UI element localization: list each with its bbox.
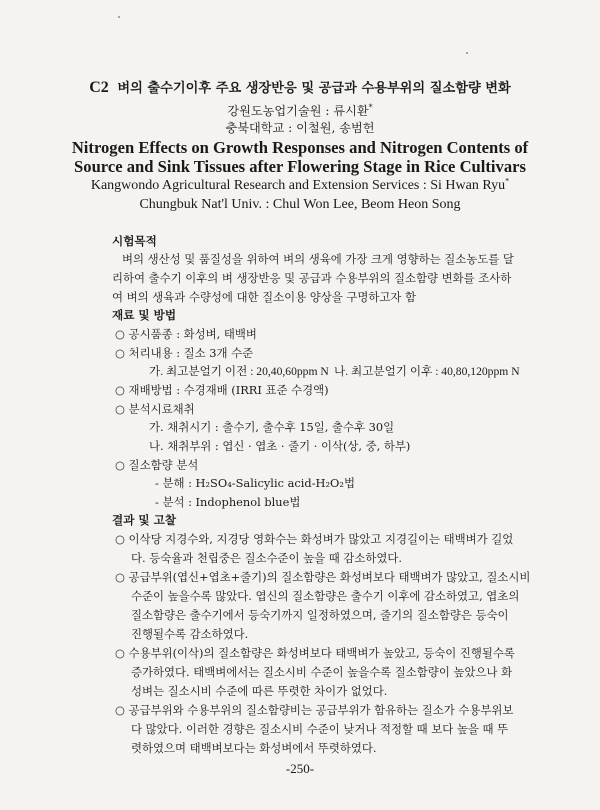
corresponding-mark: * xyxy=(505,176,510,186)
result-line: 증가하였다. 태백벼에서는 질소시비 수준이 높을수록 질소함량이 높았으나 화 xyxy=(131,665,513,679)
method-subitem: - 분석 : Indophenol blue법 xyxy=(155,495,301,509)
result-line: 다. 등숙율과 천립중은 질소수준이 높을 때 감소하였다. xyxy=(131,551,403,565)
affiliation-english-2: Chungbuk Nat'l Univ. : Chul Won Lee, Beom Heon Song xyxy=(139,197,461,212)
result-line: ○ 수용부위(이삭)의 질소함량은 화성벼보다 태백벼가 높았고, 등숙이 진행될수록 xyxy=(115,646,515,660)
purpose-line: 벼의 생산성 및 품질성을 위하여 벼의 생육에 가장 크게 영향하는 질소농도를 달 xyxy=(122,252,514,266)
result-line: 질소함량은 출수기에서 등숙기까지 일정하였으며, 줄기의 질소함량은 등숙이 xyxy=(131,608,509,622)
method-subitem: 가. 채취시기 : 출수기, 출수후 15일, 출수후 30일 xyxy=(149,420,395,434)
method-item: ○ 처리내용 : 질소 3개 수준 xyxy=(115,346,254,360)
section-heading-purpose: 시험목적 xyxy=(112,234,157,248)
method-item: ○ 분석시료채취 xyxy=(115,402,195,416)
scan-speck xyxy=(466,52,468,54)
method-subitem: - 분해 : H₂SO₄-Salicylic acid-H₂O₂법 xyxy=(155,476,355,490)
result-line: ○ 이삭당 지경수와, 지경당 영화수는 화성벼가 많았고 지경길이는 태백벼가 길었 xyxy=(115,532,514,546)
title-english-line-1: Nitrogen Effects on Growth Responses and Nitrogen Contents of xyxy=(71,138,529,157)
result-line: 다 많았다. 이러한 경향은 질소시비 수준이 낮거나 적정할 때 보다 높을 때 뚜 xyxy=(131,722,509,736)
result-line: 성벼는 질소시비 수준에 따른 뚜렷한 차이가 없었다. xyxy=(131,684,388,698)
method-item: ○ 질소함량 분석 xyxy=(115,458,199,472)
page-number: -250- xyxy=(285,761,315,776)
scan-speck xyxy=(118,16,120,18)
affiliation-korean-1 xyxy=(0,102,600,119)
result-line: 수준이 높을수록 많았다. 엽신의 질소함량은 출수기 이후에 감소하였고, 엽초의 xyxy=(131,589,520,603)
title-korean-text: 벼의 출수기이후 주요 생장반응 및 공급과 수용부위의 질소함량 변화 xyxy=(117,81,511,96)
corresponding-mark: * xyxy=(368,102,373,112)
section-heading-results: 결과 및 고찰 xyxy=(112,513,177,527)
affiliation-english-1-text: Kangwondo Agricultural Research and Extension Services : Si Hwan Ryu xyxy=(90,178,506,193)
affiliation-korean-2: 충북대학교 : 이철원, 송범헌 xyxy=(225,121,375,135)
purpose-line: 여 벼의 생육과 수량성에 대한 질소이용 양상을 구명하고자 함 xyxy=(112,290,417,304)
title-korean xyxy=(0,77,600,97)
purpose-line: 리하여 출수기 이후의 벼 생장반응 및 공급과 수용부위의 질소함량 변화를 조사하 xyxy=(112,271,512,285)
method-subitem: 나. 최고분얼기 이후 : 40,80,120ppm N xyxy=(334,365,520,378)
section-heading-methods: 재료 및 방법 xyxy=(112,308,177,322)
method-item: ○ 재배방법 : 수경재배 (IRRI 표준 수경액) xyxy=(115,383,329,397)
affiliation-english-1 xyxy=(0,178,600,194)
result-line: ○ 공급부위와 수용부위의 질소함량비는 공급부위가 함유하는 질소가 수용부위보 xyxy=(115,703,514,717)
affiliation-korean-1-text: 강원도농업기술원 : 류시환 xyxy=(227,104,369,118)
method-subitem: 나. 채취부위 : 엽신 · 엽초 · 줄기 · 이삭(상, 중, 하부) xyxy=(149,439,411,453)
method-item: ○ 공시품종 : 화성벼, 태백벼 xyxy=(115,327,257,341)
result-line: 렷하였으며 태백벼보다는 화성벼에서 뚜렷하였다. xyxy=(131,741,377,755)
result-line: 진행될수록 감소하였다. xyxy=(131,627,249,641)
title-english-line-2: Source and Sink Tissues after Flowering Stage in Rice Cultivars xyxy=(74,157,526,176)
result-line: ○ 공급부위(엽신+엽초+줄기)의 질소함량은 화성벼보다 태백벼가 많았고, 질소시비 xyxy=(115,570,531,584)
abstract-code: C2 xyxy=(89,79,109,96)
method-subitem: 가. 최고분얼기 이전 : 20,40,60ppm N xyxy=(149,365,329,378)
